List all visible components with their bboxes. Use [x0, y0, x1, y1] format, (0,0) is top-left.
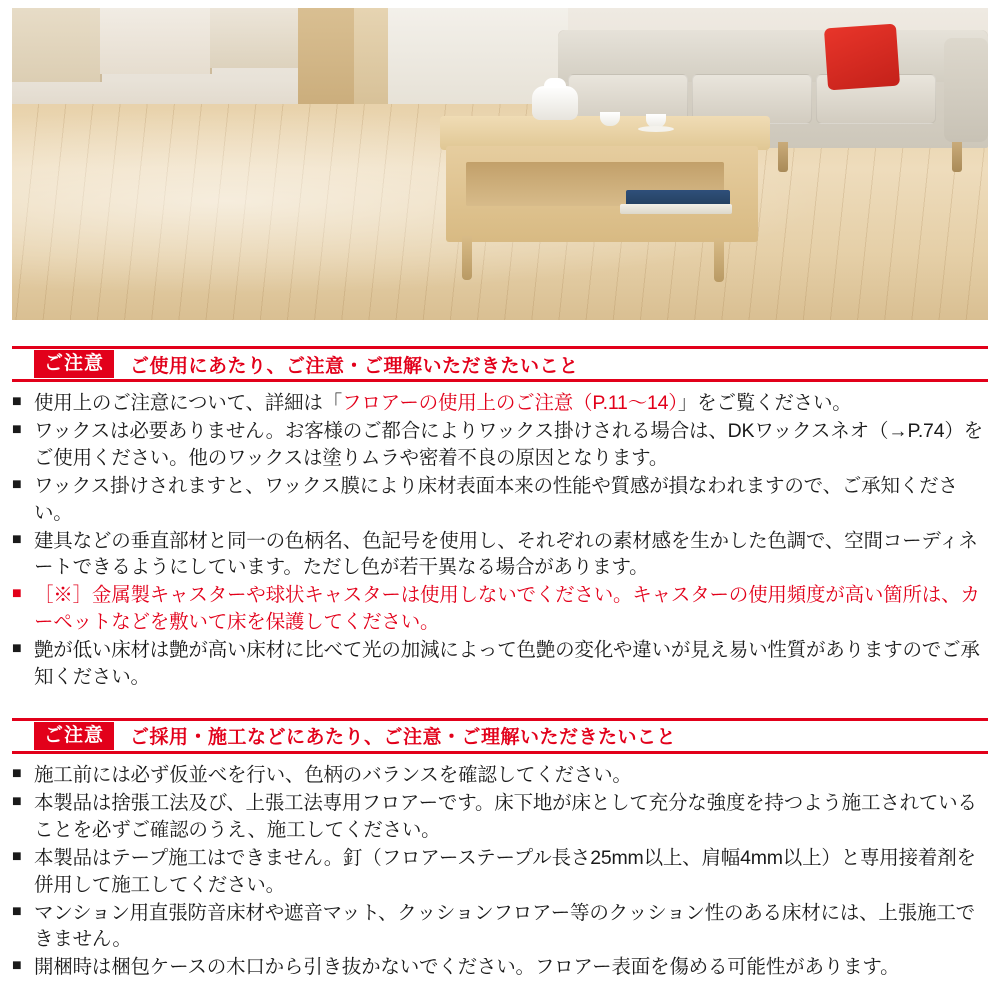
note-text: 艶が低い床材は艶が高い床材に比べて光の加減によって色艶の変化や違いが見え易い性質がありますのでご承知ください。 — [34, 639, 980, 689]
caution-badge: ご注意 — [34, 350, 114, 378]
note-text: 本製品は捨張工法及び、上張工法専用フロアーです。床下地が床として充分な強度を持つよう施工されていることを必ずご確認のうえ、施工してください。 — [34, 791, 977, 841]
note-item — [12, 637, 988, 691]
living-room-flooring-photo — [12, 8, 988, 320]
note-text: 開梱時は梱包ケースの木口から引き抜かないでください。フロアー表面を傷める可能性があります。 — [34, 956, 900, 979]
section-installation-notes — [12, 718, 988, 981]
note-item — [12, 954, 988, 981]
photo-door-secondary — [354, 8, 388, 116]
note-item — [12, 390, 988, 417]
spacer — [12, 692, 988, 718]
photo-cabinet-left — [12, 8, 102, 82]
photo-sofa-arm — [944, 38, 988, 142]
caution-badge: ご注意 — [34, 722, 114, 750]
note-text: 建具などの垂直部材と同一の色柄名、色記号を使用し、それぞれの素材感を生かした色調で、空間コーディネートできるようにしています。ただし色が若干異なる場合があります。 — [34, 529, 978, 579]
note-item — [12, 762, 988, 789]
photo-cabinet-right — [210, 8, 308, 68]
section-usage-notes — [12, 346, 988, 691]
note-text-highlight: ［※］金属製キャスターや球状キャスターは使用しないでください。キャスターの使用頻度が高い箇所は、カーペットなどを敷いて床を保護してください。 — [34, 584, 980, 634]
photo-teapot-lid — [544, 78, 566, 88]
note-item — [12, 528, 988, 582]
note-text: 施工前には必ず仮並べを行い、色柄のバランスを確認してください。 — [34, 763, 632, 786]
photo-sofa-leg — [778, 142, 788, 172]
photo-sofa-leg — [952, 142, 962, 172]
photo-red-pillow — [824, 24, 900, 91]
installation-notes-list — [12, 762, 988, 981]
usage-notes-list — [12, 390, 988, 691]
note-item — [12, 473, 988, 527]
note-text: 」をご覧ください。 — [677, 392, 852, 414]
note-text-highlight: フロアーの使用上のご注意（P.11〜14） — [342, 392, 678, 414]
photo-low-table — [440, 116, 770, 246]
note-item — [12, 418, 988, 472]
spacer — [12, 320, 988, 346]
note-text: マンション用直張防音床材や遮音マット、クッションフロアー等のクッション性のある床材には、上張施工できません。 — [34, 901, 975, 951]
photo-saucer — [638, 126, 674, 132]
photo-table-leg — [714, 238, 724, 282]
note-text: 使用上のご注意について、詳細は「 — [34, 392, 343, 414]
section-title: ご採用・施工などにあたり、ご注意・ご理解いただきたいこと — [130, 727, 677, 749]
note-item — [12, 582, 988, 636]
section-title: ご使用にあたり、ご注意・ご理解いただきたいこと — [130, 355, 579, 377]
note-item — [12, 790, 988, 844]
note-item — [12, 845, 988, 899]
photo-table-leg — [462, 236, 472, 280]
note-text: ワックス掛けされますと、ワックス膜により床材表面本来の性能や質感が損なわれますので、ご承知ください。 — [34, 474, 958, 524]
note-item — [12, 900, 988, 954]
section-header — [12, 718, 988, 754]
note-text: ワックスは必要ありません。お客様のご都合によりワックス掛けされる場合は、DKワックスネオ（→P.74）をご使用ください。他のワックスは塗りムラや密着不良の原因となります。 — [34, 419, 983, 469]
note-text: 本製品はテープ施工はできません。釘（フロアーステープル長さ25mm以上、肩幅4mm以上）と専用接着剤を併用して施工してください。 — [34, 846, 976, 896]
section-header — [12, 346, 988, 382]
photo-teapot — [532, 86, 578, 120]
photo-cabinet-mid — [100, 8, 212, 74]
photo-magazines-white — [620, 204, 732, 214]
